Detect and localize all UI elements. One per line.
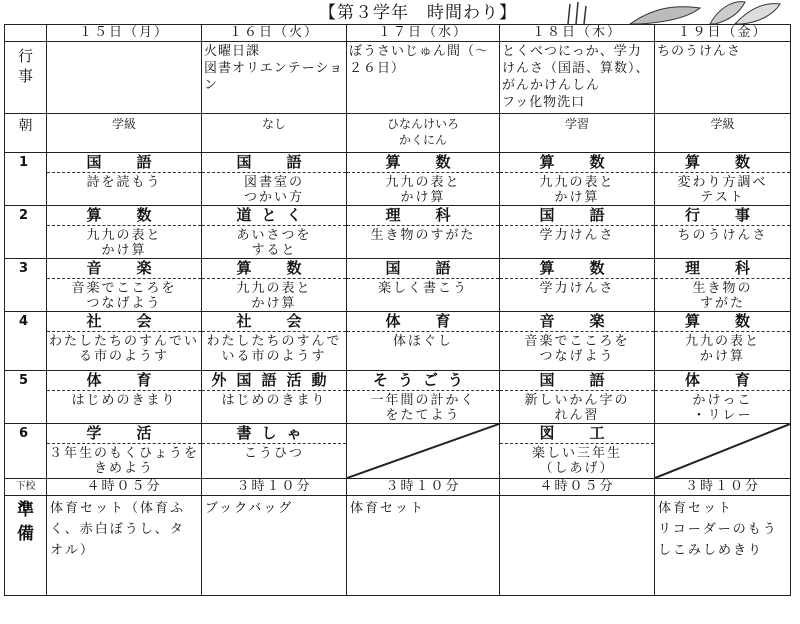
dismissal-time: ３時１０分: [655, 479, 791, 496]
lesson-content: ちのうけんさ: [677, 228, 768, 243]
event-cell: とくべつにっか、学力けんさ（国語、算数）、がんかけんしん フッ化物洗口: [500, 42, 655, 114]
subject-name: 社 会: [47, 312, 201, 332]
subject-name: 算 数: [202, 259, 346, 279]
subject-name: 体 育: [347, 312, 499, 332]
lesson-content: わたしたちのすんでいる市のようす: [206, 334, 342, 364]
lesson-cell: [655, 153, 791, 206]
subject-name: 算 数: [500, 259, 654, 279]
subject-name: 算 数: [500, 153, 654, 173]
lesson-cell: [655, 312, 791, 371]
event-cell: ぼうさいじゅん間（～２６日）: [347, 42, 500, 114]
lesson-cell: [47, 153, 202, 206]
lesson-content: はじめのきまり: [71, 393, 177, 408]
lesson-cell: [347, 153, 500, 206]
subject-name: 算 数: [47, 206, 201, 226]
morning-cell: 学習: [500, 114, 655, 153]
lesson-content: はじめのきまり: [221, 393, 327, 408]
subject-name: 算 数: [655, 312, 790, 332]
subject-name: 体 育: [47, 371, 201, 391]
lesson-content: こうひつ: [243, 446, 304, 461]
subject-name: 外国語活動: [202, 371, 346, 391]
day-header: １９日（金）: [655, 25, 791, 42]
lesson-cell: [202, 424, 347, 479]
lesson-content: 九九の表と かけ算: [539, 175, 615, 205]
dismissal-row: [5, 479, 791, 496]
lesson-cell: [500, 153, 655, 206]
lesson-cell: [655, 371, 791, 424]
lesson-content: かけっこ ・リレー: [692, 393, 753, 423]
subject-name: 理 科: [347, 206, 499, 226]
day-header: １５日（月）: [47, 25, 202, 42]
lesson-content: 九九の表と かけ算: [236, 281, 312, 311]
lesson-cell: [347, 371, 500, 424]
lesson-cell: [47, 312, 202, 371]
lesson-cell: [655, 259, 791, 312]
lesson-cell: [347, 312, 500, 371]
preparation-cell: 体育セット: [347, 496, 500, 596]
lesson-content: ３年生のもくひょうをきめよう: [49, 446, 200, 476]
preparation-cell: [500, 496, 655, 596]
day-header: １６日（火）: [202, 25, 347, 42]
subject-name: 国 語: [47, 153, 201, 173]
lesson-content: 生き物の すがた: [692, 281, 753, 311]
morning-cell: なし: [202, 114, 347, 153]
morning-row: [5, 114, 791, 153]
period-number: 5: [5, 371, 47, 424]
leaf-decoration-icon: [560, 0, 790, 26]
dismissal-time: ４時０５分: [47, 479, 202, 496]
period-rows: [5, 153, 791, 479]
lesson-content: 図書室の つかい方: [243, 175, 304, 205]
preparation-cell: 体育セット（体育ふく、赤白ぼうし、タオル）: [47, 496, 202, 596]
period-row: [5, 206, 791, 259]
subject-name: 国 語: [500, 206, 654, 226]
lesson-cell: [500, 424, 655, 479]
morning-cell: 学級: [655, 114, 791, 153]
event-cell: 火曜日課 図書オリエンテーション: [202, 42, 347, 114]
period-number: 1: [5, 153, 47, 206]
lesson-content: 楽しい三年生 （しあげ）: [531, 446, 622, 476]
preparation-row: [5, 496, 791, 596]
period-row: [5, 371, 791, 424]
lesson-cell: [347, 206, 500, 259]
lesson-cell: [202, 259, 347, 312]
lesson-content: 学力けんさ: [539, 281, 615, 296]
subject-name: 図 工: [500, 424, 654, 444]
subject-name: 行 事: [655, 206, 790, 226]
slash-mark: [655, 424, 790, 478]
lesson-cell: [500, 371, 655, 424]
lesson-content: 生き物のすがた: [370, 228, 476, 243]
subject-name: 算 数: [347, 153, 499, 173]
subject-name: 理 科: [655, 259, 790, 279]
lesson-content: わたしたちのすんでいる市のようす: [49, 334, 200, 364]
event-cell: [47, 42, 202, 114]
lesson-cell: [47, 259, 202, 312]
lesson-cell: [500, 312, 655, 371]
period-row: [5, 312, 791, 371]
lesson-cell: [202, 312, 347, 371]
lesson-content: 九九の表と かけ算: [86, 228, 162, 258]
subject-name: 国 語: [347, 259, 499, 279]
lesson-cell: [347, 259, 500, 312]
lesson-content: 一年間の計かく をたてよう: [370, 393, 476, 423]
dismissal-time: ３時１０分: [202, 479, 347, 496]
event-cell: ちのうけんさ: [655, 42, 791, 114]
morning-label: 朝: [5, 114, 47, 153]
lesson-cell: [202, 206, 347, 259]
period-number: 3: [5, 259, 47, 312]
lesson-content: あいさつを すると: [236, 228, 312, 258]
preparation-cell: 体育セット リコーダーのもうしこみしめきり: [655, 496, 791, 596]
period-number: 2: [5, 206, 47, 259]
events-label: 行 事: [5, 42, 47, 114]
dismissal-time: ４時０５分: [500, 479, 655, 496]
subject-name: 書しゃ: [202, 424, 346, 444]
empty-slot: [655, 424, 791, 479]
period-row: [5, 424, 791, 479]
lesson-cell: [202, 153, 347, 206]
subject-name: 国 語: [500, 371, 654, 391]
period-row: [5, 153, 791, 206]
subject-name: 算 数: [655, 153, 790, 173]
lesson-content: 音楽でこころを つなげよう: [71, 281, 177, 311]
header-row: [5, 25, 791, 42]
period-number: 6: [5, 424, 47, 479]
lesson-content: 体ほぐし: [392, 334, 453, 349]
lesson-content: 音楽でこころを つなげよう: [524, 334, 630, 364]
preparation-label: 準 備: [5, 496, 47, 596]
subject-name: 国 語: [202, 153, 346, 173]
morning-cell: ひなんけいろ かくにん: [347, 114, 500, 153]
lesson-cell: [47, 371, 202, 424]
empty-slot: [347, 424, 500, 479]
period-number: 4: [5, 312, 47, 371]
subject-name: そうごう: [347, 371, 499, 391]
lesson-content: 九九の表と かけ算: [385, 175, 461, 205]
subject-name: 学 活: [47, 424, 201, 444]
slash-mark: [347, 424, 499, 478]
day-header: １７日（水）: [347, 25, 500, 42]
dismissal-time: ３時１０分: [347, 479, 500, 496]
subject-name: 音 楽: [47, 259, 201, 279]
period-row: [5, 259, 791, 312]
preparation-cell: ブックバッグ: [202, 496, 347, 596]
lesson-content: 変わり方調べ テスト: [677, 175, 768, 205]
subject-name: 道とく: [202, 206, 346, 226]
lesson-cell: [500, 259, 655, 312]
events-row: [5, 42, 791, 114]
lesson-content: 詩を読もう: [86, 175, 162, 190]
lesson-cell: [47, 206, 202, 259]
page-title: 【第３学年 時間わり】: [319, 3, 517, 23]
lesson-content: 新しいかん字の れん習: [524, 393, 630, 423]
dismissal-label: 下校: [5, 479, 47, 496]
subject-name: 体 育: [655, 371, 790, 391]
lesson-content: 学力けんさ: [539, 228, 615, 243]
subject-name: 音 楽: [500, 312, 654, 332]
lesson-cell: [202, 371, 347, 424]
lesson-content: 楽しく書こう: [377, 281, 468, 296]
lesson-cell: [500, 206, 655, 259]
morning-cell: 学級: [47, 114, 202, 153]
day-header: １８日（木）: [500, 25, 655, 42]
subject-name: 社 会: [202, 312, 346, 332]
lesson-cell: [47, 424, 202, 479]
timetable: [4, 24, 791, 596]
lesson-cell: [655, 206, 791, 259]
lesson-content: 九九の表と かけ算: [684, 334, 760, 364]
corner-cell: [5, 25, 47, 42]
